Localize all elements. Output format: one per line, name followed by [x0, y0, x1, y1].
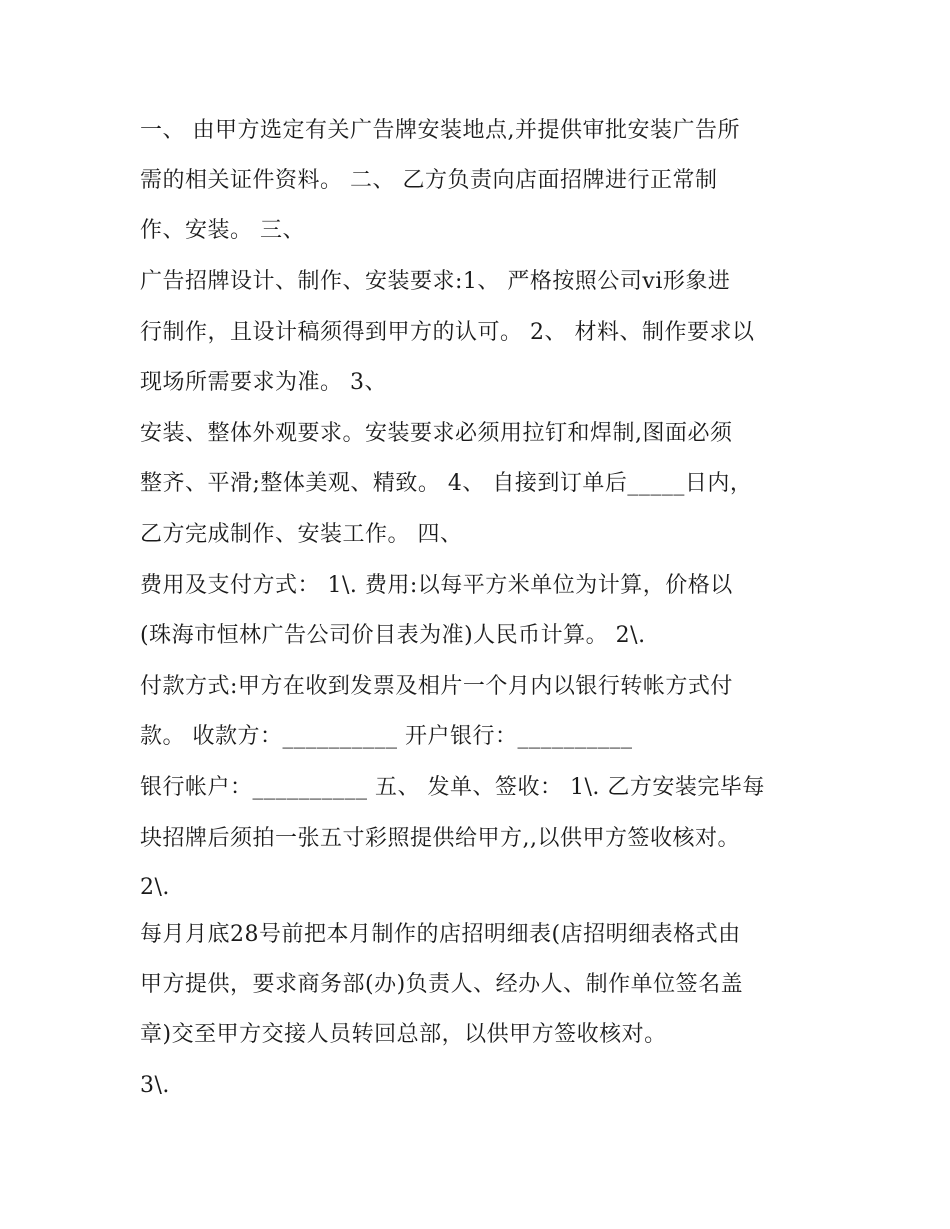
text-line: 3\. [140, 1073, 170, 1098]
text-line: 银行帐户：__________ 五、 发单、签收： 1\. 乙方安装完毕每 [140, 775, 765, 800]
text-line: 现场所需要求为准。 3、 [140, 370, 387, 395]
text-line: 每月月底28号前把本月制作的店招明细表(店招明细表格式由 [140, 922, 741, 947]
text-line: 整齐、平滑;整体美观、精致。 4、 自接到订单后_____日内， [140, 471, 753, 496]
text-line: 费用及支付方式： 1\. 费用:以每平方米单位为计算，价格以 [140, 573, 733, 598]
text-line: 安装、整体外观要求。安装要求必须用拉钉和焊制,图面必须 [140, 421, 733, 446]
text-line: 一、 由甲方选定有关广告牌安装地点,并提供审批安装广告所 [140, 118, 740, 143]
text-line: 广告招牌设计、制作、安装要求:1、 严格按照公司vi形象进 [140, 269, 731, 294]
text-line: 需的相关证件资料。 二、 乙方负责向店面招牌进行正常制 [140, 168, 718, 193]
text-line: 2\. [140, 875, 170, 900]
text-line: 行制作，且设计稿须得到甲方的认可。 2、 材料、制作要求以 [140, 320, 755, 345]
text-line: 款。 收款方：__________ 开户银行：__________ [140, 724, 633, 749]
text-line: 作、安装。 三、 [140, 218, 305, 243]
text-line: 章)交至甲方交接人员转回总部，以供甲方签收核对。 [140, 1022, 667, 1047]
text-line: 付款方式:甲方在收到发票及相片一个月内以银行转帐方式付 [140, 674, 733, 699]
text-line: 甲方提供，要求商务部(办)负责人、经办人、制作单位签名盖 [140, 972, 744, 997]
text-line: 块招牌后须拍一张五寸彩照提供给甲方,,以供甲方签收核对。 [140, 826, 740, 851]
text-line: 乙方完成制作、安装工作。 四、 [140, 522, 463, 547]
text-line: (珠海市恒林广告公司价目表为准)人民币计算。 2\. [140, 623, 646, 648]
